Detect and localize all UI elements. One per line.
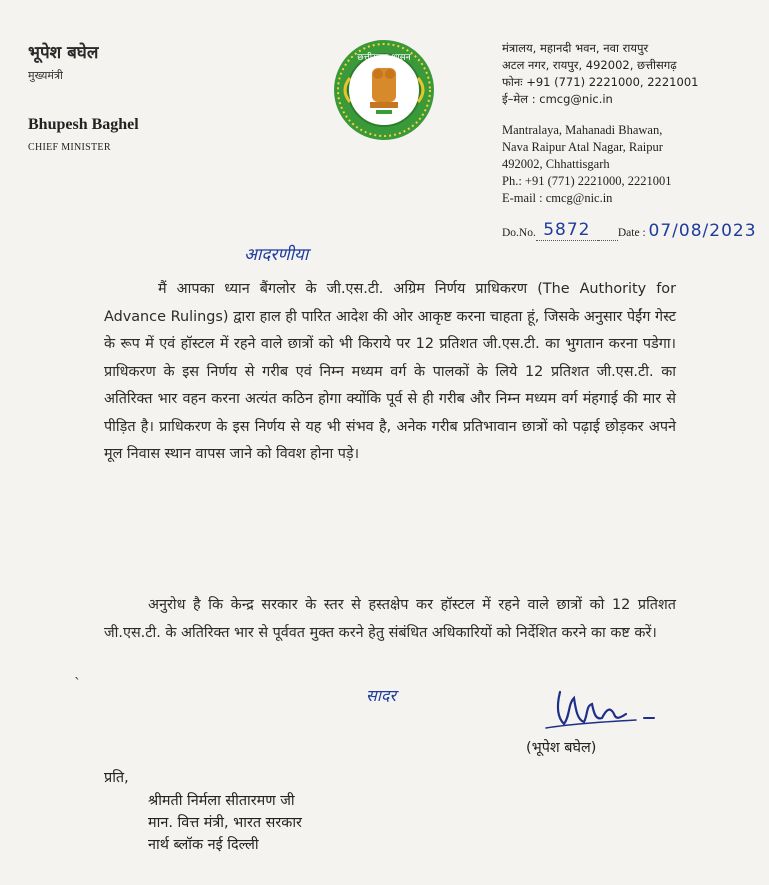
address-english-line: Mantralaya, Mahanadi Bhawan,: [502, 123, 663, 137]
do-number-label: Do.No.: [502, 227, 536, 239]
address-hindi-line: अटल नगर, रायपुर, 492002, छत्तीसगढ़: [502, 58, 677, 72]
do-number-value: 5872: [543, 220, 591, 240]
body-paragraph-1: मैं आपका ध्यान बैंगलोर के जी.एस.टी. अग्रिम निर्णय प्राधिकरण (The Authority for Advance Rulings) द्वारा हाल ही पारित आदेश की ओर आकृष्ट करना चाहता हूं, जिसके अनुसार पेईंग गेस्ट के रूप में एवं हॉस्टल में रहने वाले छात्रों को भी किराये पर 12 प्रतिशत जी.एस.टी. का भुगतान करना पडेगा। प्राधिकरण के इस निर्णय से गरीब एवं निम्न मध्यम वर्ग के पालकों के लिये 12 प्रतिशत जी.एस.टी. का अतिरिक्त भार वहन करना अत्यंत कठिन होगा क्योंकि पूर्व से ही गरीब और निम्न मध्यम वर्ग मंहगाई की मार से पीड़ित है। प्राधिकरण के इस निर्णय से यह भी संभव है, अनेक गरीब प्रतिभावान छात्रों को पढ़ाई छोड़कर अपने मूल निवास स्थान वापस जाने को विवश होना पड़े।: [104, 281, 676, 462]
body-paragraph-2: अनुरोध है कि केन्द्र सरकार के स्तर से हस्तक्षेप कर हॉस्टल में रहने वाले छात्रों को 12 प्रतिशत जी.एस.टी. के अतिरिक्त भार से पूर्ववत मुक्त करने हेतु संबंधित अधिकारियों को निर्देशित करने का कष्ट करें।: [104, 597, 676, 641]
emblem-text: छत्तीसगढ़ शासन: [357, 53, 411, 63]
address-english-line: Nava Raipur Atal Nagar, Raipur: [502, 140, 663, 154]
chhattisgarh-emblem: [332, 38, 436, 142]
address-hindi-line: मंत्रालय, महानदी भवन, नवा रायपुर: [502, 41, 649, 55]
sender-title-english: CHIEF MINISTER: [28, 142, 111, 153]
recipient-line: मान. वित्त मंत्री, भारत सरकार: [148, 815, 302, 831]
date-value: 07/08/2023: [648, 221, 757, 241]
address-english-line: 492002, Chhattisgarh: [502, 157, 610, 171]
recipient-line: श्रीमती निर्मला सीतारमण जी: [148, 793, 295, 809]
address-english-line: Ph.: +91 (771) 2221000, 2221001: [502, 174, 672, 188]
signatory-name: (भूपेश बघेल): [526, 740, 597, 756]
address-english: [502, 122, 672, 207]
signature-image: [540, 684, 660, 736]
to-label: प्रति,: [104, 770, 129, 786]
date-label: Date :: [617, 227, 646, 239]
address-hindi: [502, 40, 698, 108]
sender-title-hindi: मुख्यमंत्री: [28, 69, 63, 82]
address-hindi-line: फोनः +91 (771) 2221000, 2221001: [502, 75, 699, 89]
sender-name-english: Bhupesh Baghel: [28, 116, 139, 133]
address-english-line: E-mail : cmcg@nic.in: [502, 191, 613, 205]
handwritten-salutation: आदरणीया: [244, 245, 309, 265]
address-hindi-line: ई–मेल : cmcg@nic.in: [502, 92, 613, 106]
margin-mark: ˎ: [74, 664, 81, 680]
sender-name-hindi: भूपेश बघेल: [28, 43, 99, 63]
handwritten-closing: सादर: [366, 686, 397, 705]
reference-line: [502, 220, 757, 241]
recipient-address: [148, 790, 302, 856]
recipient-line: नार्थ ब्लॉक नई दिल्ली: [148, 837, 259, 853]
